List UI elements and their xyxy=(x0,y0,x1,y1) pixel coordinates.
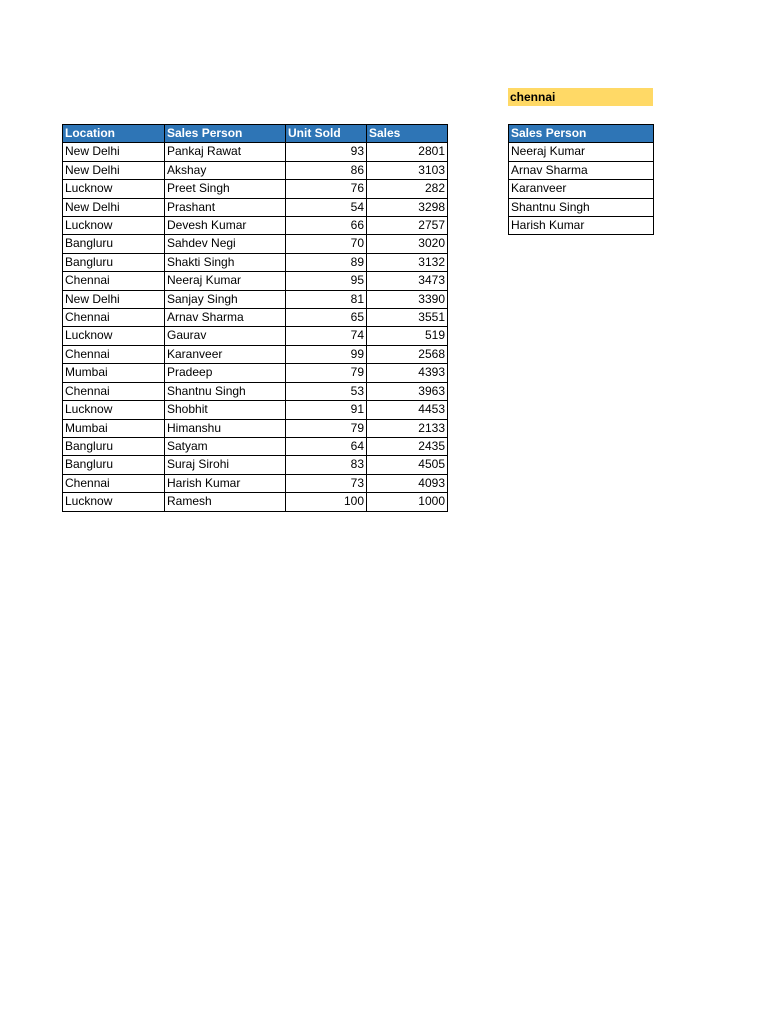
cell-sales[interactable]: 3473 xyxy=(367,272,448,290)
cell-location[interactable]: Bangluru xyxy=(63,253,165,271)
cell-unit-sold[interactable]: 74 xyxy=(286,327,367,345)
cell-sales[interactable]: 2801 xyxy=(367,143,448,161)
cell-location[interactable]: Lucknow xyxy=(63,493,165,511)
table-row xyxy=(63,143,448,161)
table-row xyxy=(63,364,448,382)
cell-location[interactable]: Bangluru xyxy=(63,456,165,474)
cell-location[interactable]: Lucknow xyxy=(63,217,165,235)
cell-location[interactable]: Lucknow xyxy=(63,327,165,345)
cell-sales-person[interactable]: Neeraj Kumar xyxy=(165,272,286,290)
header-sales-person[interactable]: Sales Person xyxy=(165,125,286,143)
cell-unit-sold[interactable]: 86 xyxy=(286,161,367,179)
cell-sales-person[interactable]: Shakti Singh xyxy=(165,253,286,271)
table-row xyxy=(63,290,448,308)
cell-location[interactable]: Chennai xyxy=(63,309,165,327)
cell-unit-sold[interactable]: 53 xyxy=(286,382,367,400)
table-row xyxy=(63,272,448,290)
result-cell-sales-person[interactable]: Harish Kumar xyxy=(509,217,654,235)
cell-sales[interactable]: 4505 xyxy=(367,456,448,474)
result-header-sales-person[interactable]: Sales Person xyxy=(509,125,654,143)
cell-sales[interactable]: 4453 xyxy=(367,401,448,419)
table-row xyxy=(63,217,448,235)
cell-location[interactable]: New Delhi xyxy=(63,198,165,216)
cell-location[interactable]: Bangluru xyxy=(63,437,165,455)
table-row xyxy=(63,309,448,327)
cell-sales-person[interactable]: Satyam xyxy=(165,437,286,455)
filter-cell[interactable]: chennai xyxy=(508,88,653,106)
cell-location[interactable]: New Delhi xyxy=(63,290,165,308)
cell-unit-sold[interactable]: 100 xyxy=(286,493,367,511)
cell-sales-person[interactable]: Shantnu Singh xyxy=(165,382,286,400)
cell-location[interactable]: Lucknow xyxy=(63,401,165,419)
cell-unit-sold[interactable]: 93 xyxy=(286,143,367,161)
result-row xyxy=(509,198,654,216)
cell-unit-sold[interactable]: 65 xyxy=(286,309,367,327)
table-row xyxy=(63,493,448,511)
cell-sales-person[interactable]: Shobhit xyxy=(165,401,286,419)
cell-sales-person[interactable]: Sahdev Negi xyxy=(165,235,286,253)
cell-unit-sold[interactable]: 64 xyxy=(286,437,367,455)
header-unit-sold[interactable]: Unit Sold xyxy=(286,125,367,143)
cell-sales-person[interactable]: Arnav Sharma xyxy=(165,309,286,327)
cell-sales-person[interactable]: Karanveer xyxy=(165,345,286,363)
cell-sales[interactable]: 3132 xyxy=(367,253,448,271)
cell-sales-person[interactable]: Himanshu xyxy=(165,419,286,437)
cell-location[interactable]: New Delhi xyxy=(63,161,165,179)
cell-location[interactable]: New Delhi xyxy=(63,143,165,161)
cell-sales-person[interactable]: Ramesh xyxy=(165,493,286,511)
cell-unit-sold[interactable]: 99 xyxy=(286,345,367,363)
cell-location[interactable]: Chennai xyxy=(63,345,165,363)
cell-sales-person[interactable]: Devesh Kumar xyxy=(165,217,286,235)
cell-sales[interactable]: 282 xyxy=(367,180,448,198)
cell-unit-sold[interactable]: 89 xyxy=(286,253,367,271)
cell-unit-sold[interactable]: 95 xyxy=(286,272,367,290)
result-cell-sales-person[interactable]: Shantnu Singh xyxy=(509,198,654,216)
cell-sales-person[interactable]: Harish Kumar xyxy=(165,474,286,492)
cell-sales[interactable]: 1000 xyxy=(367,493,448,511)
cell-sales[interactable]: 3963 xyxy=(367,382,448,400)
table-row xyxy=(63,180,448,198)
cell-location[interactable]: Mumbai xyxy=(63,364,165,382)
cell-location[interactable]: Mumbai xyxy=(63,419,165,437)
cell-sales[interactable]: 3103 xyxy=(367,161,448,179)
cell-sales[interactable]: 3390 xyxy=(367,290,448,308)
cell-sales[interactable]: 3020 xyxy=(367,235,448,253)
table-row xyxy=(63,161,448,179)
cell-sales-person[interactable]: Gaurav xyxy=(165,327,286,345)
cell-unit-sold[interactable]: 79 xyxy=(286,419,367,437)
header-location[interactable]: Location xyxy=(63,125,165,143)
table-row xyxy=(63,401,448,419)
result-cell-sales-person[interactable]: Arnav Sharma xyxy=(509,161,654,179)
cell-location[interactable]: Lucknow xyxy=(63,180,165,198)
cell-sales-person[interactable]: Akshay xyxy=(165,161,286,179)
result-row xyxy=(509,180,654,198)
cell-sales[interactable]: 2757 xyxy=(367,217,448,235)
cell-location[interactable]: Chennai xyxy=(63,272,165,290)
cell-sales-person[interactable]: Preet Singh xyxy=(165,180,286,198)
table-row xyxy=(63,253,448,271)
table-row xyxy=(63,474,448,492)
cell-sales[interactable]: 4093 xyxy=(367,474,448,492)
cell-sales[interactable]: 3551 xyxy=(367,309,448,327)
result-row xyxy=(509,161,654,179)
table-row xyxy=(63,456,448,474)
cell-sales-person[interactable]: Suraj Sirohi xyxy=(165,456,286,474)
cell-location[interactable]: Bangluru xyxy=(63,235,165,253)
cell-location[interactable]: Chennai xyxy=(63,382,165,400)
table-row xyxy=(63,235,448,253)
result-cell-sales-person[interactable]: Neeraj Kumar xyxy=(509,143,654,161)
cell-sales-person[interactable]: Pradeep xyxy=(165,364,286,382)
cell-unit-sold[interactable]: 79 xyxy=(286,364,367,382)
result-table xyxy=(508,124,654,235)
result-table-header-row xyxy=(509,125,654,143)
cell-sales[interactable]: 519 xyxy=(367,327,448,345)
cell-sales-person[interactable]: Sanjay Singh xyxy=(165,290,286,308)
table-row xyxy=(63,382,448,400)
cell-sales[interactable]: 2133 xyxy=(367,419,448,437)
cell-unit-sold[interactable]: 83 xyxy=(286,456,367,474)
cell-unit-sold[interactable]: 54 xyxy=(286,198,367,216)
cell-location[interactable]: Chennai xyxy=(63,474,165,492)
cell-sales[interactable]: 3298 xyxy=(367,198,448,216)
cell-unit-sold[interactable]: 70 xyxy=(286,235,367,253)
table-row xyxy=(63,419,448,437)
cell-unit-sold[interactable]: 73 xyxy=(286,474,367,492)
cell-sales[interactable]: 2435 xyxy=(367,437,448,455)
cell-unit-sold[interactable]: 91 xyxy=(286,401,367,419)
result-row xyxy=(509,217,654,235)
cell-sales-person[interactable]: Pankaj Rawat xyxy=(165,143,286,161)
sales-table-header-row xyxy=(63,125,448,143)
cell-unit-sold[interactable]: 76 xyxy=(286,180,367,198)
sales-table xyxy=(62,124,448,512)
cell-sales[interactable]: 4393 xyxy=(367,364,448,382)
table-row xyxy=(63,327,448,345)
cell-sales[interactable]: 2568 xyxy=(367,345,448,363)
cell-sales-person[interactable]: Prashant xyxy=(165,198,286,216)
table-row xyxy=(63,437,448,455)
header-sales[interactable]: Sales xyxy=(367,125,448,143)
result-cell-sales-person[interactable]: Karanveer xyxy=(509,180,654,198)
table-row xyxy=(63,198,448,216)
table-row xyxy=(63,345,448,363)
cell-unit-sold[interactable]: 81 xyxy=(286,290,367,308)
cell-unit-sold[interactable]: 66 xyxy=(286,217,367,235)
result-row xyxy=(509,143,654,161)
